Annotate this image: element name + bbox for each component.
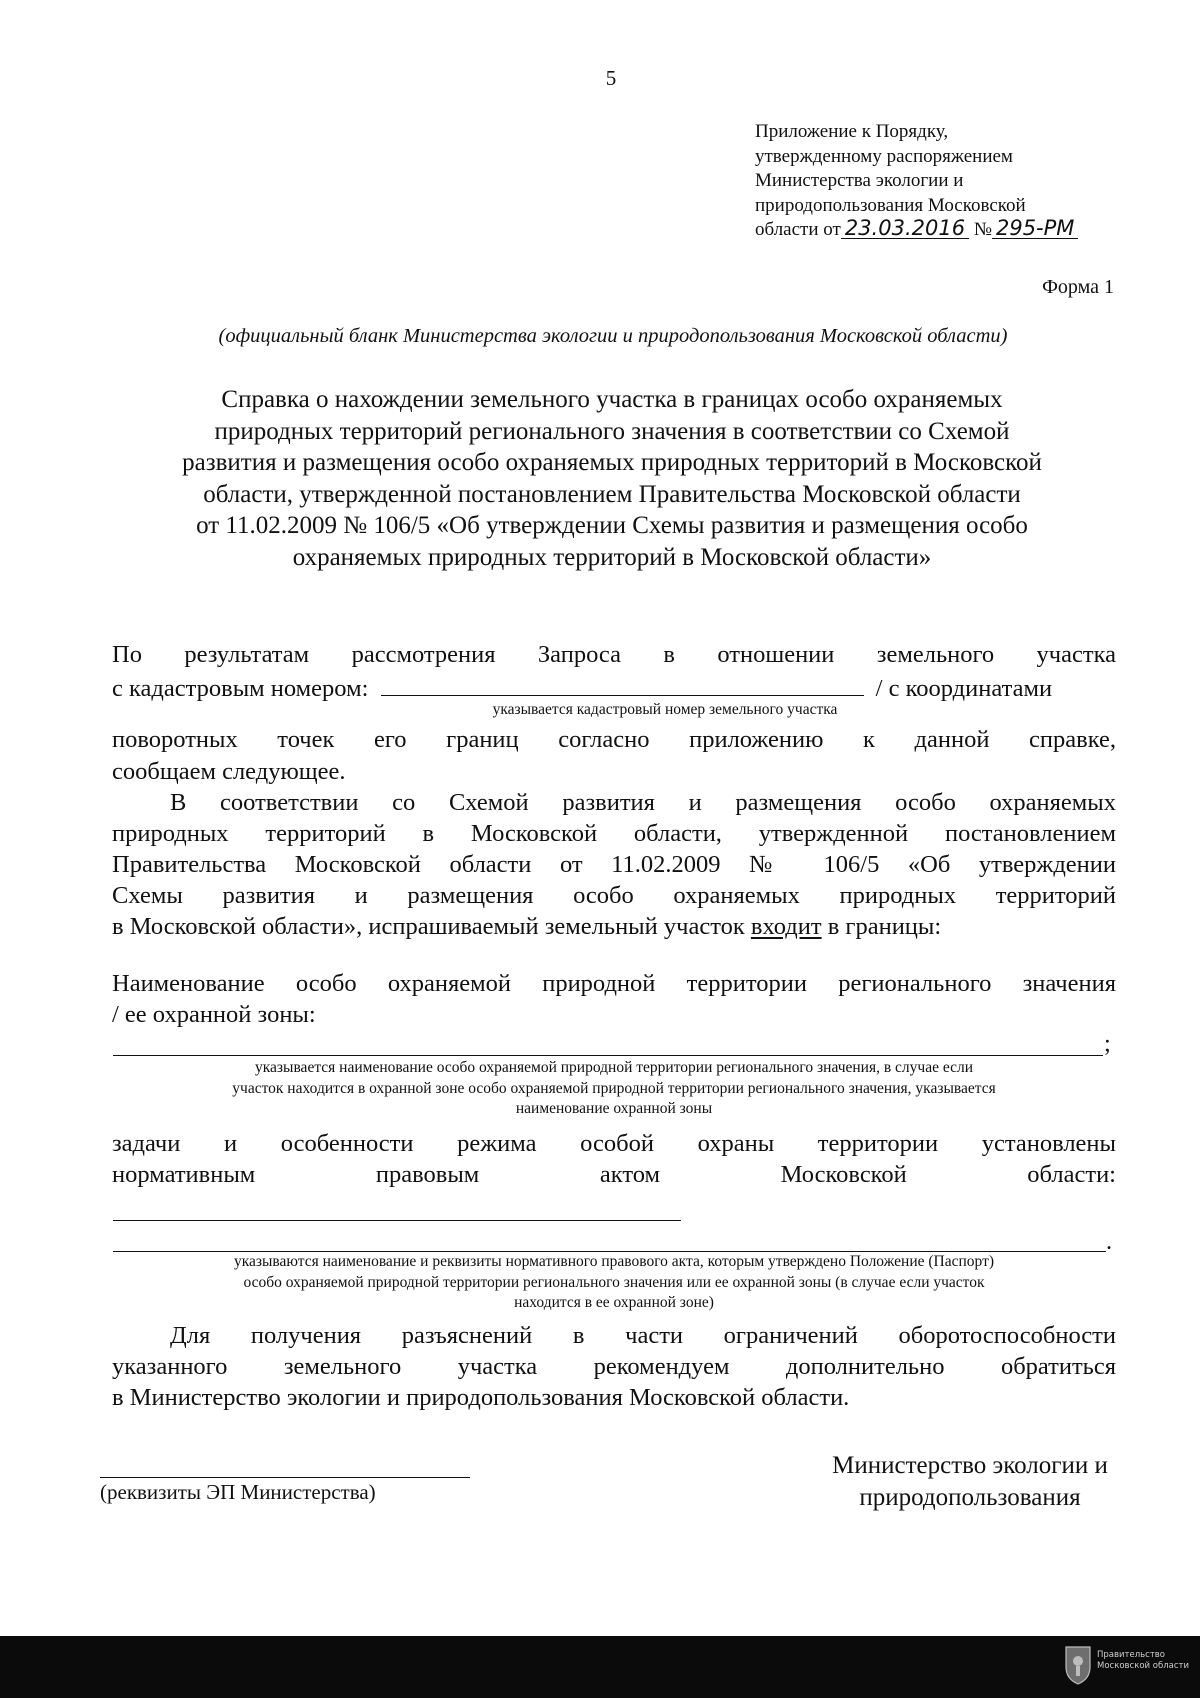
p3-field-semicolon: ; [1104,1030,1111,1057]
handwritten-number: 295-РМ [992,218,1078,239]
ministry-signature-block [760,1450,1180,1513]
document-title [110,384,1114,573]
footer-caption [1097,1650,1189,1672]
p1-line-4: сообщаем следующее. [112,758,346,785]
p3-hint-line-3: наименование охранной зоны [515,1100,713,1117]
p3-hint-line-1: указывается наименование особо охраняемой природной территории регионального значения, в случае если [254,1059,974,1076]
p4-hint-line-1: указываются наименование и реквизиты нормативного правового акта, которым утверждено Положение (Паспорт) [233,1253,995,1270]
appendix-line-4: природопользования Московской [755,194,1026,216]
p2-line-2: природных территорий в Московской области, утвержденной постановлением [112,820,1116,847]
title-line-2: природных территорий регионального значения в соответствии со Схемой [214,417,1010,445]
signature-line[interactable] [100,1477,470,1478]
blank-note: (официальный бланк Министерства экологии и природопользования Московской области) [218,325,1008,347]
p4-field-period: . [1106,1228,1113,1255]
p5-line-3: в Министерство экологии и природопользования Московской области. [112,1384,850,1411]
p2-line-1: В соответствии со Схемой развития и размещения особо охраняемых [170,789,1116,816]
p2-line-5 [112,911,941,943]
p3-line-1: Наименование особо охраняемой природной территории регионального значения [112,970,1116,997]
ministry-line-2: природопользования [859,1483,1081,1511]
p2-line-4: Схемы развития и размещения особо охраняемых природных территорий [112,882,1116,909]
p4-hint-line-3: находится в ее охранной зоне) [514,1294,714,1311]
number-sign: № [973,219,992,240]
p4-line-1: задачи и особенности режима особой охраны территории установлены [112,1130,1116,1157]
scan-footer-bar [0,1636,1200,1698]
appendix-line-2: утвержденному распоряжением [755,145,1013,167]
title-line-5: от 11.02.2009 № 106/5 «Об утверждении Схемы развития и размещения особо [196,512,1028,539]
footer-line-2: Московской области [1097,1661,1190,1671]
p1-line-1: По результатам рассмотрения Запроса в отношении земельного участка [112,641,1116,668]
p3-line-2: / ее охранной зоны: [112,1001,316,1028]
title-line-6: охраняемых природных территорий в Московской области» [292,543,932,571]
page-number: 5 [605,66,617,90]
footer-line-1: Правительство [1097,1650,1165,1660]
appendix-header [755,120,1175,243]
cadastral-prefix: с кадастровым номером: [112,675,369,702]
enters-underlined: входит [750,913,822,940]
p2-line-5-prefix: в Московской области», испрашиваемый земельный участок [112,913,745,940]
legal-act-field-line-1[interactable] [113,1220,681,1221]
p5-line-1: Для получения разъяснений в части ограничений оборотоспособности [170,1322,1116,1349]
p4-hint-line-2: особо охраняемой природной территории регионального значения или ее охранной зоны (в случае если участок [243,1273,985,1291]
legal-act-hint [108,1252,1120,1314]
p2-line-3: Правительства Московской области от 11.02.2009 № 106/5 «Об утверждении [112,851,1116,878]
title-line-4: области, утвержденной постановлением Правительства Московской области [203,480,1021,508]
cadastral-field-hint: указывается кадастровый номер земельного участка [492,701,838,718]
appendix-date-prefix: области от [755,219,841,240]
coat-of-arms-icon [1063,1643,1093,1687]
protected-area-name-field[interactable] [113,1055,1103,1056]
appendix-line-5 [755,218,1175,243]
coordinates-suffix: / с координатами [875,675,1053,702]
appendix-line-1: Приложение к Порядку, [755,121,949,142]
p4-line-2: нормативным правовым актом Московской области: [112,1161,1116,1188]
appendix-line-3: Министерства экологии и [755,170,964,191]
cadastral-number-field[interactable] [381,671,864,696]
p2-line-5-suffix: в границы: [827,913,942,940]
ministry-line-1: Министерство экологии и [832,1452,1108,1479]
handwritten-date: 23.03.2016 [841,218,969,239]
title-line-3: развития и размещения особо охраняемых природных территорий в Московской [182,449,1042,476]
p5-line-2: указанного земельного участка рекомендуем дополнительно обратиться [112,1353,1116,1380]
signature-label: (реквизиты ЭП Министерства) [100,1480,376,1504]
protected-area-hint [108,1058,1120,1120]
form-label: Форма 1 [1042,276,1114,298]
p1-line-3: поворотных точек его границ согласно приложению к данной справке, [112,726,1116,753]
p3-hint-line-2: участок находится в охранной зоне особо охраняемой природной территории регионального значения, указывается [232,1079,996,1097]
title-line-1: Справка о нахождении земельного участка в границах особо охраняемых [221,386,1003,413]
